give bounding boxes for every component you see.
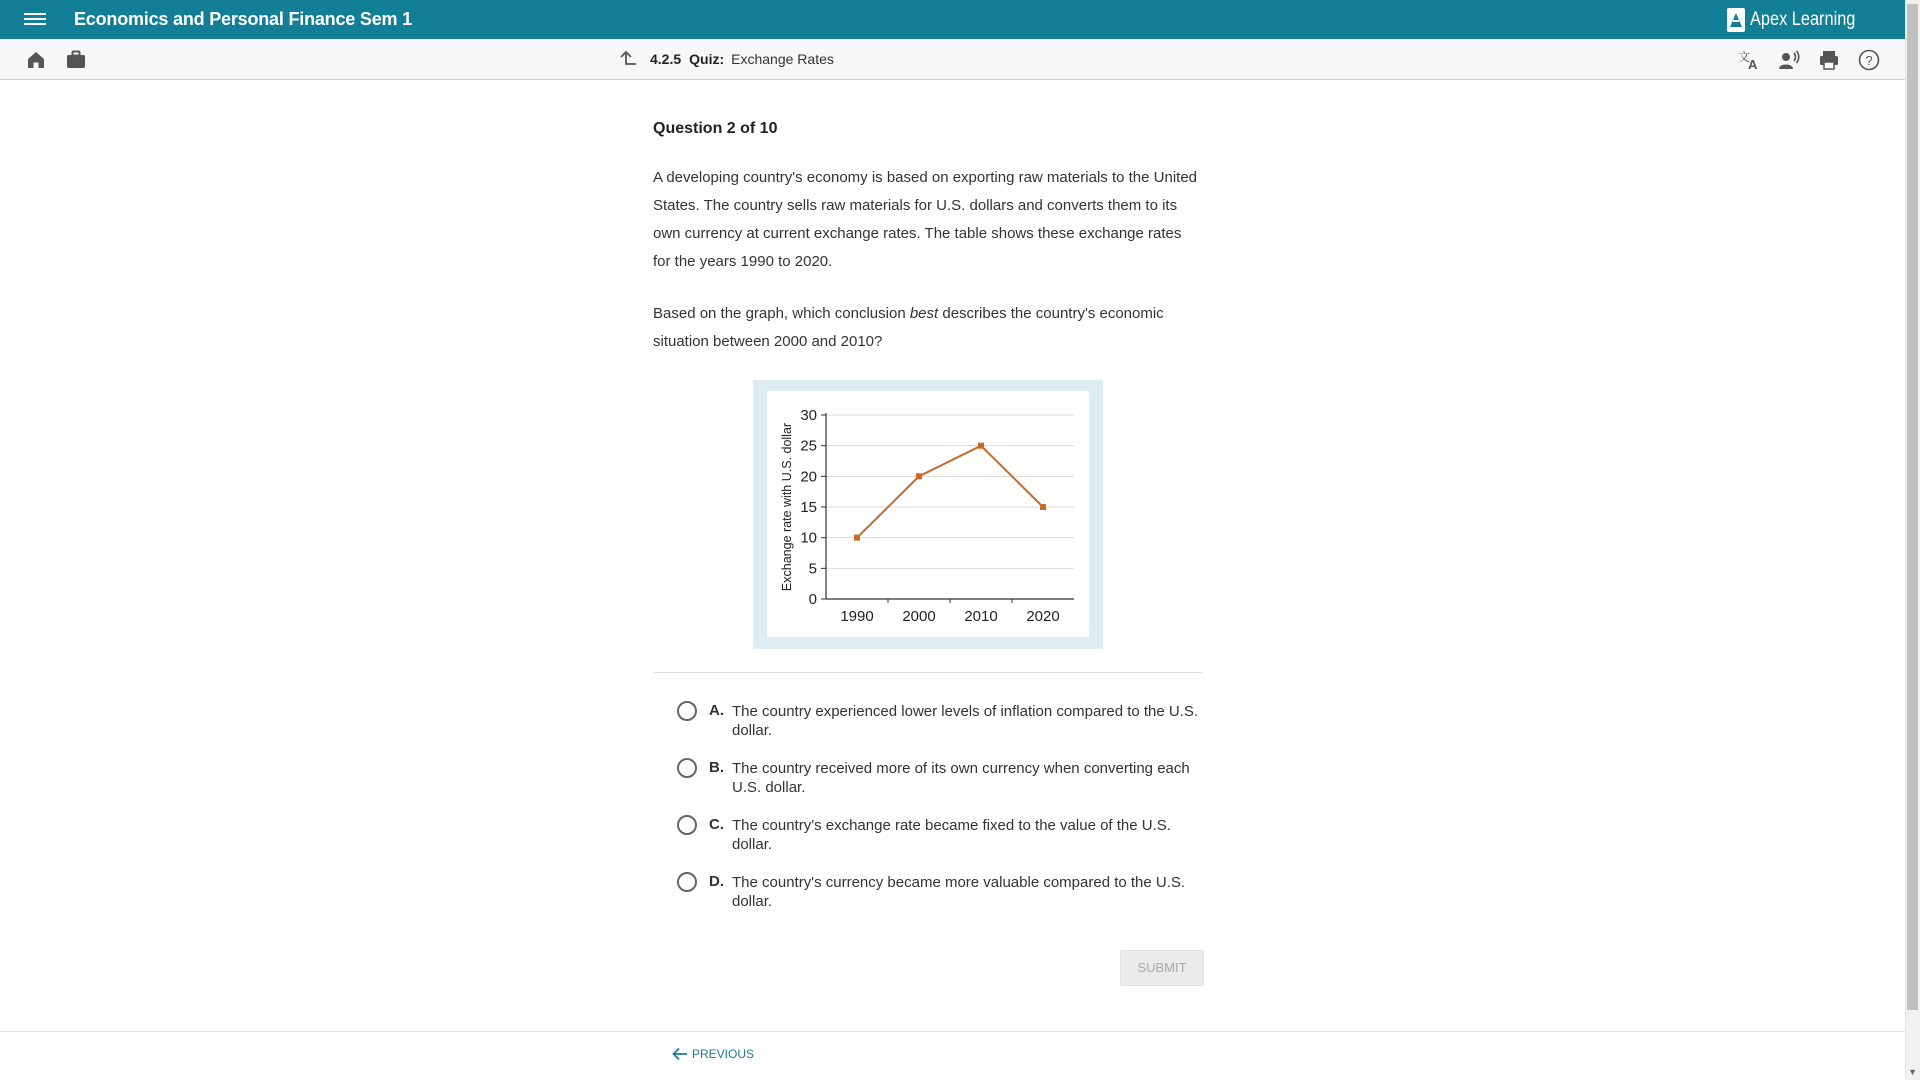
- up-level-icon[interactable]: [618, 49, 638, 69]
- scrollbar[interactable]: [1905, 0, 1920, 1080]
- svg-text:A: A: [1748, 57, 1758, 72]
- series-line: [857, 446, 1043, 538]
- question-stem: A developing country's economy is based on exporting raw materials to the United States. The country sells raw materials for U.S. dollars and converts them to its own currency at current exchange rates. The table shows these exchange rates for the years 1990 to 2020.: [653, 169, 1197, 270]
- scrollbar-thumb[interactable]: [1907, 4, 1918, 1010]
- footer-nav: [0, 1031, 1905, 1080]
- submit-button[interactable]: SUBMIT: [1120, 950, 1204, 986]
- choice-text: The country's exchange rate became fixed to the value of the U.S. dollar.: [732, 817, 1171, 853]
- x-tick-label: 1990: [840, 608, 874, 625]
- sub-toolbar: [0, 39, 1905, 80]
- activity-type: Quiz:: [689, 51, 725, 67]
- y-tick-label: 20: [800, 468, 817, 486]
- data-point: [916, 473, 922, 479]
- y-tick-label: 15: [800, 499, 817, 516]
- apex-logo-icon: [1726, 7, 1746, 33]
- menu-icon[interactable]: [24, 13, 46, 27]
- radio-button-b[interactable]: [677, 758, 697, 778]
- data-point: [854, 535, 860, 541]
- choice-text: The country received more of its own currency when converting each U.S. dollar.: [732, 760, 1190, 796]
- top-bar: [0, 0, 1905, 39]
- scroll-down-icon[interactable]: ▼: [1908, 1067, 1917, 1077]
- y-tick-label: 30: [800, 407, 817, 424]
- text-to-speech-icon[interactable]: [1777, 48, 1801, 72]
- choice-text: The country experienced lower levels of inflation compared to the U.S. dollar.: [732, 703, 1199, 739]
- choice-text: The country's currency became more valuable compared to the U.S. dollar.: [732, 874, 1186, 910]
- radio-button-a[interactable]: [677, 701, 697, 721]
- print-icon[interactable]: [1817, 48, 1841, 72]
- activity-name: Exchange Rates: [731, 51, 834, 67]
- svg-text:文: 文: [1738, 50, 1751, 64]
- choice-letter: B.: [709, 759, 724, 776]
- previous-button[interactable]: [672, 1047, 754, 1061]
- help-icon[interactable]: [1857, 48, 1881, 72]
- question-prompt: [653, 300, 1203, 356]
- x-tick-label: 2020: [1026, 608, 1060, 625]
- question-counter: Question 2 of 10: [653, 120, 778, 137]
- radio-button-d[interactable]: [677, 872, 697, 892]
- y-tick-label: 5: [808, 560, 817, 578]
- course-title: Economics and Personal Finance Sem 1: [74, 9, 412, 29]
- home-icon[interactable]: [24, 48, 48, 72]
- svg-text:?: ?: [1865, 53, 1873, 68]
- exchange-rate-chart: [767, 391, 1089, 637]
- brand-name: Apex Learning: [1750, 9, 1856, 30]
- arrow-left-icon: [672, 1047, 688, 1061]
- y-tick-label: 0: [808, 591, 817, 608]
- data-point: [1040, 504, 1046, 510]
- choice-letter: A.: [709, 702, 724, 719]
- y-tick-label: 10: [800, 529, 817, 547]
- y-axis-title: Exchange rate with U.S. dollar: [780, 422, 794, 592]
- x-tick-label: 2000: [902, 608, 936, 625]
- choice-letter: C.: [709, 816, 724, 833]
- x-tick-label: 2010: [964, 608, 998, 625]
- breadcrumb: [618, 49, 834, 69]
- prompt-text-end: describes the country's economic situation between 2000 and 2010?: [653, 305, 1164, 350]
- chart-frame: [753, 380, 1103, 649]
- radio-button-c[interactable]: [677, 815, 697, 835]
- chart-area: [767, 391, 1089, 637]
- brand-logo: [1726, 7, 1880, 33]
- prompt-text-start: Based on the graph, which conclusion: [653, 305, 910, 322]
- previous-label: PREVIOUS: [692, 1047, 755, 1061]
- y-tick-label: 25: [800, 437, 817, 455]
- briefcase-icon[interactable]: [64, 48, 88, 72]
- lesson-number: 4.2.5: [650, 51, 682, 67]
- data-point: [978, 443, 984, 449]
- prompt-emphasis: best: [909, 305, 939, 322]
- divider: [653, 672, 1203, 673]
- translate-icon[interactable]: [1737, 48, 1761, 72]
- choice-letter: D.: [709, 873, 724, 890]
